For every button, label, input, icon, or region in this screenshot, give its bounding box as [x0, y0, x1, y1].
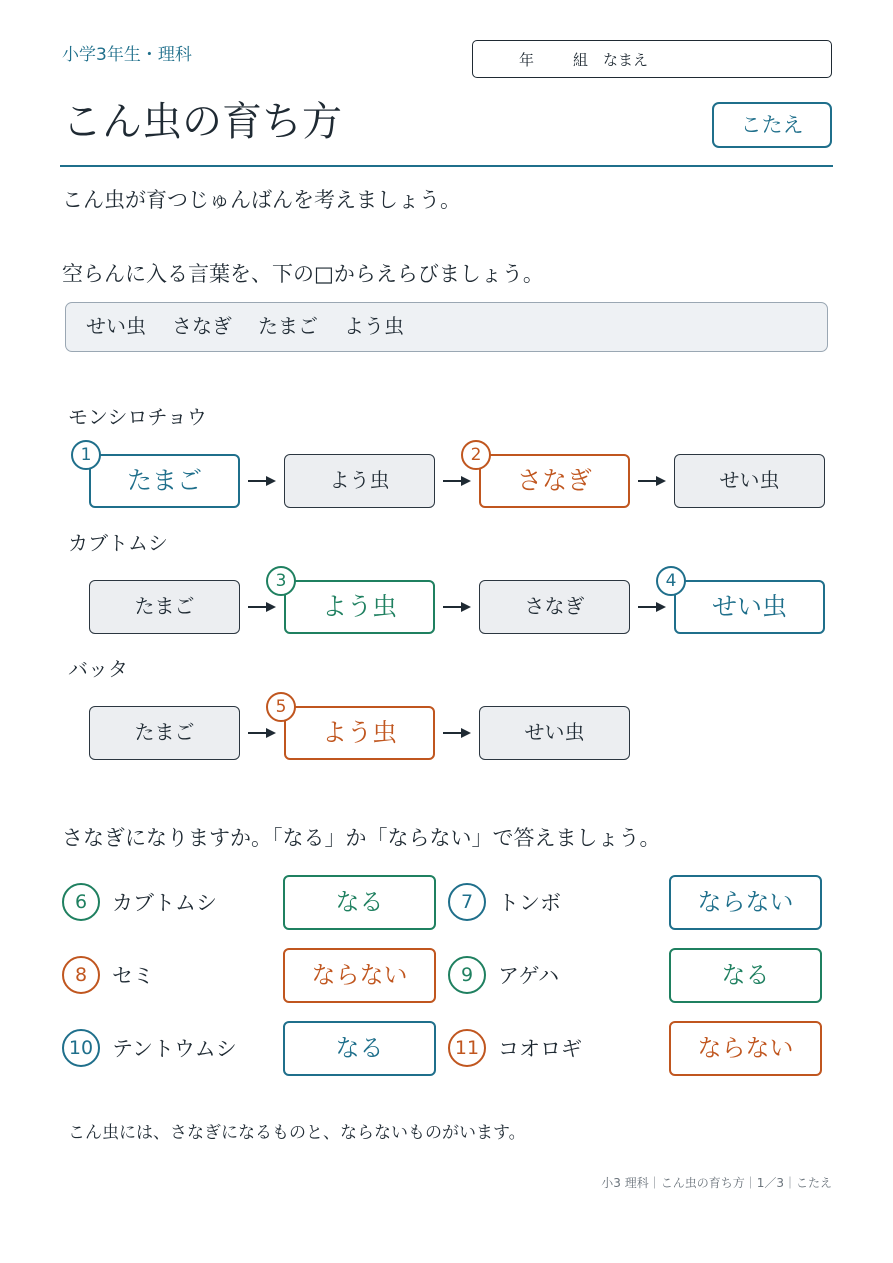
intro-text: こん虫が育つじゅんばんを考えましょう。	[62, 188, 461, 212]
answer-box[interactable]: ならない	[669, 1021, 822, 1076]
question-number-circle: 8	[62, 956, 100, 994]
given-stage-box: さなぎ	[479, 580, 630, 634]
summary-note: こん虫には、さなぎになるものと、ならないものがいます。	[68, 1123, 526, 1143]
insect-name: カブトムシ	[68, 531, 168, 555]
arrow-right-icon	[247, 726, 277, 740]
arrow-right-icon	[247, 600, 277, 614]
arrow-right-icon	[637, 474, 667, 488]
insect-name: コオロギ	[498, 1037, 582, 1061]
answer-box[interactable]: なる	[669, 948, 822, 1003]
answer-box[interactable]: ならない	[283, 948, 436, 1003]
section1-instruction: 空らんに入る言葉を、下の□からえらびましょう。	[62, 262, 544, 286]
question-number-circle: 9	[448, 956, 486, 994]
title-divider	[60, 165, 833, 167]
word-bank-item: せい虫	[86, 314, 146, 338]
word-bank	[65, 302, 828, 352]
arrow-right-icon	[442, 726, 472, 740]
question-number-circle: 10	[62, 1029, 100, 1067]
answer-stage-box[interactable]: よう虫	[284, 706, 435, 760]
answer-box[interactable]: なる	[283, 1021, 436, 1076]
insect-name: バッタ	[68, 657, 128, 681]
insect-name: トンボ	[498, 891, 561, 915]
question-number-badge: 4	[656, 566, 686, 596]
name-label: なまえ	[603, 51, 649, 69]
insect-name: セミ	[112, 964, 154, 988]
word-bank-item: さなぎ	[172, 314, 232, 338]
arrow-right-icon	[247, 474, 277, 488]
answer-box[interactable]: ならない	[669, 875, 822, 930]
given-stage-box: よう虫	[284, 454, 435, 508]
arrow-right-icon	[442, 600, 472, 614]
answer-stage-box[interactable]: よう虫	[284, 580, 435, 634]
class-label: 組	[573, 51, 589, 69]
insect-name: モンシロチョウ	[68, 405, 207, 429]
arrow-right-icon	[637, 600, 667, 614]
insect-name: アゲハ	[498, 964, 560, 988]
answer-stage-box[interactable]: たまご	[89, 454, 240, 508]
question-number-circle: 7	[448, 883, 486, 921]
question-number-badge: 3	[266, 566, 296, 596]
answer-stage-box[interactable]: さなぎ	[479, 454, 630, 508]
name-field-box[interactable]	[472, 40, 832, 78]
section2-instruction: さなぎになりますか。「なる」か「ならない」で答えましょう。	[62, 826, 661, 850]
given-stage-box: たまご	[89, 706, 240, 760]
question-number-circle: 6	[62, 883, 100, 921]
page-footer: 小3 理科｜こん虫の育ち方｜1／3｜こたえ	[601, 1176, 832, 1190]
answer-stage-box[interactable]: せい虫	[674, 580, 825, 634]
answer-box[interactable]: なる	[283, 875, 436, 930]
page-title: こん虫の育ち方	[62, 99, 342, 145]
given-stage-box: せい虫	[674, 454, 825, 508]
question-number-badge: 2	[461, 440, 491, 470]
question-number-badge: 5	[266, 692, 296, 722]
given-stage-box: たまご	[89, 580, 240, 634]
answer-key-badge: こたえ	[712, 102, 832, 148]
given-stage-box: せい虫	[479, 706, 630, 760]
word-bank-item: よう虫	[344, 314, 404, 338]
word-bank-item: たまご	[258, 314, 318, 338]
insect-name: カブトムシ	[112, 891, 217, 915]
year-label: 年	[519, 51, 535, 69]
question-number-badge: 1	[71, 440, 101, 470]
arrow-right-icon	[442, 474, 472, 488]
insect-name: テントウムシ	[112, 1037, 237, 1061]
grade-subject: 小学3年生・理科	[62, 45, 192, 65]
question-number-circle: 11	[448, 1029, 486, 1067]
